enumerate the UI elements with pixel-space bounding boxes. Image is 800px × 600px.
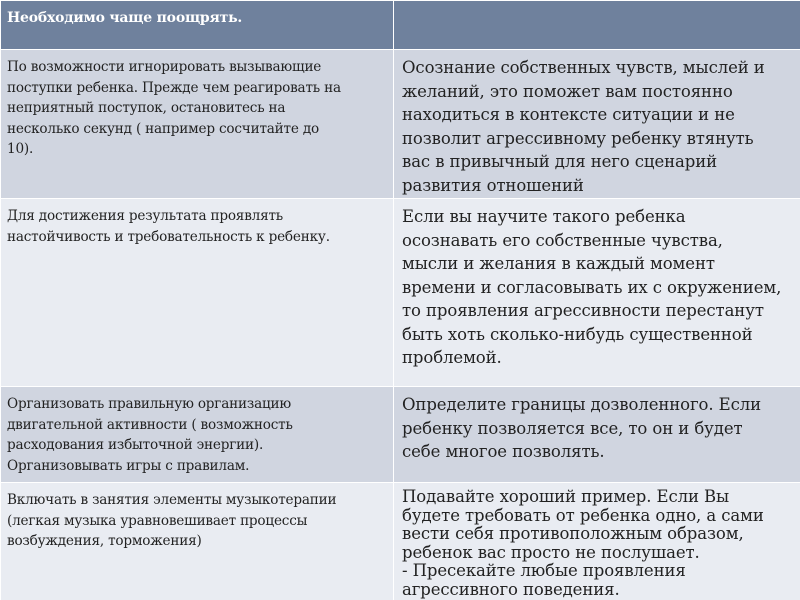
header-cell-right <box>394 1 800 50</box>
text-line: будете требовать от ребенка одно, а сами <box>402 505 764 525</box>
text-line: Осознание собственных чувств, мыслей и <box>402 58 765 77</box>
header-title: Необходимо чаще поощрять. <box>7 10 243 26</box>
text-line: проблемой. <box>402 348 502 367</box>
text-line: расходования избыточной энергии). <box>7 437 264 453</box>
text-line: неприятный поступок, остановитесь на <box>7 100 286 116</box>
text-line: По возможности игнорировать вызывающие <box>7 59 322 75</box>
text-line: возбуждения, торможения) <box>7 533 202 549</box>
text-line: времени и согласовывать их с окружением, <box>402 277 782 297</box>
text-line: себе многое позволять. <box>402 442 605 461</box>
table-row <box>1 387 800 483</box>
row-4-right-cell <box>394 483 800 600</box>
header-cell-left <box>1 1 394 50</box>
text-line: - Пресекайте любые проявления <box>402 561 686 580</box>
text-line: Если вы научите такого ребенка <box>402 207 686 226</box>
text-line: мысли и желания в каждый момент <box>402 254 715 273</box>
text-line: находиться в контексте ситуации и не <box>402 105 735 124</box>
text-line: то проявления агрессивности перестанут <box>402 301 764 320</box>
text-line: (легкая музыка уравновешивает процессы <box>7 512 308 529</box>
table-row <box>1 483 800 600</box>
text-line: Включать в занятия элементы музыкотерапии <box>7 492 337 508</box>
text-line: Подавайте хороший пример. Если Вы <box>402 487 730 506</box>
text-line: настойчивость и требовательность к ребенку. <box>7 228 330 245</box>
table-header-row <box>1 1 800 50</box>
text-line: Определите границы дозволенного. Если <box>402 395 762 414</box>
text-line: развития отношений <box>402 175 584 195</box>
text-line: ребенку позволяется все, то он и будет <box>402 418 743 438</box>
row-4-left-cell <box>1 483 394 600</box>
text-line: агрессивного поведения. <box>402 579 620 599</box>
row-3-left-text <box>1 387 393 476</box>
row-1-right-text <box>394 50 800 197</box>
text-line: двигательной активности ( возможность <box>7 416 293 433</box>
text-line: ребенок вас просто не послушает. <box>402 542 700 562</box>
row-3-left-cell <box>1 387 394 483</box>
text-line: вас в привычный для него сценарий <box>402 152 717 171</box>
text-line: Организовать правильную организацию <box>7 396 292 412</box>
row-1-left-text <box>1 50 393 160</box>
row-2-left-cell <box>1 199 394 387</box>
text-line: поступки ребенка. Прежде чем реагировать на <box>7 79 341 96</box>
row-3-right-cell <box>394 387 800 483</box>
row-2-right-cell <box>394 199 800 387</box>
row-2-left-text <box>1 199 393 247</box>
text-line: Для достижения результата проявлять <box>7 208 283 224</box>
text-line: быть хоть сколько-нибудь существенной <box>402 324 753 344</box>
row-3-right-text <box>394 387 800 464</box>
text-line: 10). <box>7 141 34 157</box>
header-right-text <box>394 1 800 10</box>
text-line: Организовывать игры с правилам. <box>7 457 250 474</box>
table-row <box>1 199 800 387</box>
row-1-left-cell <box>1 50 394 199</box>
row-2-right-text <box>394 199 800 370</box>
row-4-left-text <box>1 483 393 552</box>
row-1-right-cell <box>394 50 800 199</box>
text-line: вести себя противоположным образом, <box>402 524 744 543</box>
text-line: осознавать его собственные чувства, <box>402 230 723 250</box>
text-line: желаний, это поможет вам постоянно <box>402 81 733 101</box>
row-4-right-text <box>394 483 800 599</box>
text-line: позволит агрессивному ребенку втянуть <box>402 128 754 148</box>
table-row <box>1 50 800 199</box>
text-line: несколько секунд ( например сосчитайте до <box>7 120 319 137</box>
